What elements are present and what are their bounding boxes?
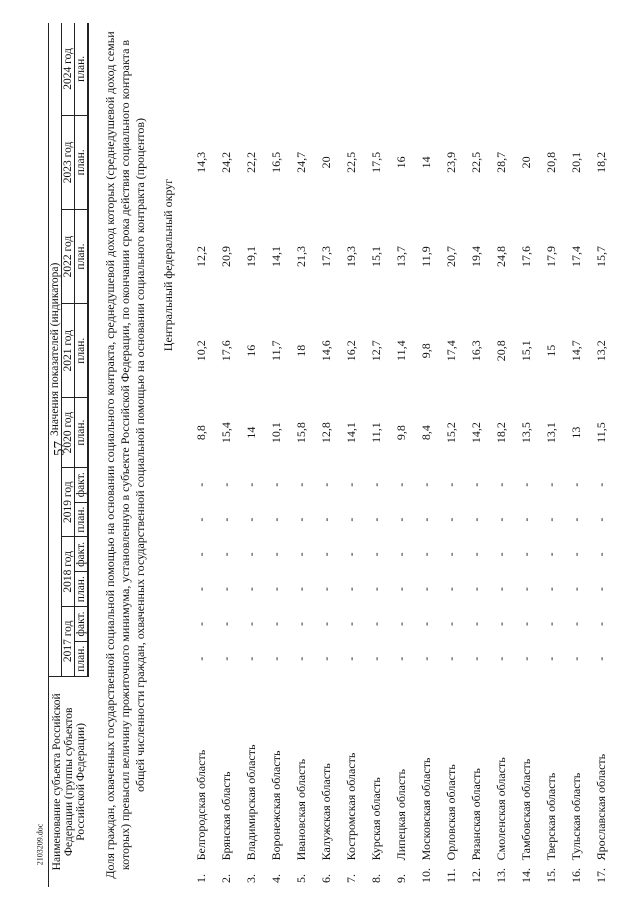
row-number: 3.: [243, 874, 258, 883]
document-code: 2103209.doc: [35, 823, 45, 866]
value-cell: 15,4: [218, 422, 233, 444]
page-number: 57: [51, 441, 68, 456]
value-cell: 22,5: [468, 151, 483, 173]
subheader-2022-plan: план.: [75, 209, 89, 303]
value-cell: 14: [418, 156, 433, 169]
value-cell: 8,8: [193, 425, 208, 441]
table-row: [363, 23, 388, 887]
value-cell: -: [493, 482, 508, 487]
value-cell: 19,4: [468, 246, 483, 268]
value-cell: -: [318, 621, 333, 626]
table-row: [538, 23, 563, 887]
value-cell: -: [518, 621, 533, 626]
value-cell: -: [268, 621, 283, 626]
value-cell: -: [518, 517, 533, 522]
value-cell: 24,8: [493, 246, 508, 268]
value-cell: 15: [543, 344, 558, 357]
value-cell: -: [418, 587, 433, 592]
value-cell: -: [493, 552, 508, 557]
row-number: 10.: [418, 868, 433, 883]
row-number: 14.: [518, 868, 533, 883]
value-cell: 20: [518, 156, 533, 169]
value-cell: -: [443, 482, 458, 487]
value-cell: 20,8: [543, 151, 558, 173]
subheader-2020-plan: план.: [75, 398, 89, 468]
value-cell: -: [493, 517, 508, 522]
region-name: Рязанская область: [468, 768, 483, 861]
value-cell: -: [318, 656, 333, 661]
subheader-2021-plan: план.: [75, 304, 89, 398]
value-cell: 10,1: [268, 422, 283, 444]
row-number: 8.: [368, 874, 383, 883]
region-name: Курская область: [368, 777, 383, 861]
row-number: 4.: [268, 874, 283, 883]
value-cell: 16,3: [468, 340, 483, 362]
value-cell: -: [293, 517, 308, 522]
value-cell: -: [343, 621, 358, 626]
value-cell: -: [593, 587, 608, 592]
table-row: [188, 23, 213, 887]
region-name: Тамбовская область: [518, 758, 533, 861]
value-cell: -: [193, 621, 208, 626]
value-cell: 22,5: [343, 151, 358, 173]
value-cell: -: [293, 482, 308, 487]
region-name: Тверская область: [543, 772, 558, 861]
value-cell: 12,7: [368, 340, 383, 362]
region-name: Калужская область: [318, 763, 333, 861]
table-row: [413, 23, 438, 887]
value-cell: -: [243, 621, 258, 626]
table-body: [88, 23, 613, 887]
indicator-table: [48, 23, 613, 887]
row-number: 12.: [468, 868, 483, 883]
value-cell: -: [393, 517, 408, 522]
value-cell: -: [593, 656, 608, 661]
row-number: 5.: [293, 874, 308, 883]
region-name: Московская область: [418, 757, 433, 861]
value-cell: 16: [243, 344, 258, 357]
subheader-2018-plan: план.: [75, 572, 89, 607]
value-cell: 19,1: [243, 246, 258, 268]
value-cell: 13,2: [593, 340, 608, 362]
value-cell: -: [368, 587, 383, 592]
year-header-2022: 2022 год: [62, 209, 75, 303]
value-cell: -: [518, 656, 533, 661]
value-cell: 14: [243, 426, 258, 439]
value-cell: -: [468, 656, 483, 661]
value-cell: -: [243, 656, 258, 661]
value-cell: 12,8: [318, 422, 333, 444]
value-cell: -: [293, 656, 308, 661]
value-cell: 13,5: [518, 422, 533, 444]
value-cell: -: [218, 656, 233, 661]
table-row: [563, 23, 588, 887]
value-cell: -: [568, 482, 583, 487]
row-number: 13.: [493, 868, 508, 883]
value-cell: 17,9: [543, 246, 558, 268]
value-cell: -: [368, 656, 383, 661]
row-number: 11.: [443, 868, 458, 883]
value-cell: -: [418, 517, 433, 522]
value-cell: -: [268, 552, 283, 557]
value-cell: -: [218, 621, 233, 626]
table-row: [438, 23, 463, 887]
value-cell: 16,2: [343, 340, 358, 362]
value-cell: -: [368, 552, 383, 557]
value-cell: -: [193, 656, 208, 661]
value-cell: 18,2: [493, 422, 508, 444]
value-cell: -: [468, 482, 483, 487]
row-number: 2.: [218, 874, 233, 883]
value-cell: -: [368, 621, 383, 626]
value-cell: -: [218, 587, 233, 592]
row-number: 1.: [193, 874, 208, 883]
value-cell: -: [543, 552, 558, 557]
value-cell: 8,4: [418, 425, 433, 441]
value-cell: -: [543, 587, 558, 592]
value-cell: -: [568, 621, 583, 626]
year-header-2021: 2021 год: [62, 304, 75, 398]
value-cell: -: [368, 517, 383, 522]
row-number: 15.: [543, 868, 558, 883]
region-name: Ярославская область: [593, 753, 608, 861]
subheader-2017-fact: факт.: [75, 607, 89, 642]
region-name: Белгородская область: [193, 749, 208, 861]
row-number: 17.: [593, 868, 608, 883]
value-cell: -: [568, 552, 583, 557]
value-cell: -: [418, 552, 433, 557]
value-cell: 17,6: [518, 246, 533, 268]
value-cell: 17,4: [443, 340, 458, 362]
value-cell: -: [193, 587, 208, 592]
value-cell: 11,9: [418, 246, 433, 267]
section-title: Доля граждан, охваченных государственной социальной помощью на основании социального контракта, среднедушевой доход которых (среднедушевой доход семьи которых) превысил величину прожиточного минимума, установленную в субъекте Российской Федерации, по окончании срока действия социального контракта в общей численности граждан, охваченных государственной социальной помощью на основании социального контракта (процентов): [103, 31, 147, 879]
table-row: [213, 23, 238, 887]
value-cell: 15,1: [368, 246, 383, 268]
value-cell: 18: [293, 344, 308, 357]
value-cell: -: [593, 621, 608, 626]
year-header-2017: 2017 год: [62, 607, 75, 677]
value-cell: -: [243, 482, 258, 487]
value-cell: -: [518, 482, 533, 487]
value-cell: -: [568, 587, 583, 592]
subject-column-header: Наименование субъекта Российской Федерации (группы субъектов Российской Федерации): [49, 676, 89, 887]
row-number: 6.: [318, 874, 333, 883]
value-cell: 13: [568, 426, 583, 439]
federal-district-heading: Центральный федеральный округ: [160, 178, 175, 352]
value-cell: 16: [393, 156, 408, 169]
value-cell: -: [518, 552, 533, 557]
value-cell: 17,6: [218, 340, 233, 362]
value-cell: -: [268, 517, 283, 522]
value-cell: -: [193, 517, 208, 522]
value-cell: 17,5: [368, 151, 383, 173]
value-cell: -: [343, 482, 358, 487]
value-cell: 20,9: [218, 246, 233, 268]
row-number: 16.: [568, 868, 583, 883]
subheader-2018-fact: факт.: [75, 537, 89, 572]
value-cell: -: [343, 517, 358, 522]
value-cell: 13,7: [393, 246, 408, 268]
region-name: Ивановская область: [293, 758, 308, 861]
value-cell: 14,1: [268, 246, 283, 268]
value-cell: -: [493, 656, 508, 661]
value-cell: -: [568, 517, 583, 522]
value-cell: -: [443, 552, 458, 557]
value-cell: -: [243, 517, 258, 522]
subheader-2019-plan: план.: [75, 502, 89, 537]
value-cell: 19,3: [343, 246, 358, 268]
value-cell: -: [443, 656, 458, 661]
rotated-table-region: [48, 23, 608, 887]
value-cell: -: [268, 482, 283, 487]
value-cell: -: [568, 656, 583, 661]
value-cell: -: [393, 482, 408, 487]
value-cell: 13,1: [543, 422, 558, 444]
year-header-2020: 2020 год: [62, 398, 75, 468]
value-cell: -: [293, 587, 308, 592]
value-cell: 14,7: [568, 340, 583, 362]
value-cell: -: [443, 621, 458, 626]
value-cell: 21,3: [293, 246, 308, 268]
table-row: [288, 23, 313, 887]
region-name: Владимирская область: [243, 744, 258, 861]
value-cell: -: [293, 552, 308, 557]
value-cell: -: [543, 482, 558, 487]
value-cell: -: [493, 621, 508, 626]
value-cell: -: [368, 482, 383, 487]
value-cell: -: [393, 587, 408, 592]
value-cell: -: [443, 587, 458, 592]
value-cell: -: [318, 482, 333, 487]
table-row: [338, 23, 363, 887]
year-header-2024: 2024 год: [62, 23, 75, 115]
table-row: [238, 23, 263, 887]
value-cell: 28,7: [493, 151, 508, 173]
region-name: Брянская область: [218, 771, 233, 861]
value-cell: 20,1: [568, 151, 583, 173]
value-cell: 20,8: [493, 340, 508, 362]
value-cell: -: [393, 621, 408, 626]
value-cell: -: [593, 517, 608, 522]
year-header-2019: 2019 год: [62, 467, 75, 537]
value-cell: -: [343, 587, 358, 592]
region-name: Воронежская область: [268, 750, 283, 861]
value-cell: -: [468, 517, 483, 522]
value-cell: 10,2: [193, 340, 208, 362]
year-header-2018: 2018 год: [62, 537, 75, 607]
value-cell: 17,4: [568, 246, 583, 268]
value-cell: 11,1: [368, 422, 383, 443]
value-cell: 20,7: [443, 246, 458, 268]
region-name: Орловская область: [443, 764, 458, 861]
value-cell: -: [393, 656, 408, 661]
value-cell: -: [318, 587, 333, 592]
value-cell: -: [468, 552, 483, 557]
value-cell: 18,2: [593, 151, 608, 173]
value-cell: 9,8: [418, 343, 433, 359]
table-row: [388, 23, 413, 887]
value-cell: -: [268, 587, 283, 592]
value-cell: 15,8: [293, 422, 308, 444]
table-row: [488, 23, 513, 887]
value-cell: -: [593, 552, 608, 557]
indicator-values-header: Значения показателей (индикатора): [49, 23, 62, 676]
value-cell: 15,1: [518, 340, 533, 362]
row-number: 9.: [393, 874, 408, 883]
value-cell: 12,2: [193, 246, 208, 268]
value-cell: 9,8: [393, 425, 408, 441]
value-cell: -: [418, 482, 433, 487]
region-name: Смоленская область: [493, 757, 508, 861]
row-number: 7.: [343, 874, 358, 883]
value-cell: -: [318, 552, 333, 557]
table-row: [513, 23, 538, 887]
year-header-2023: 2023 год: [62, 115, 75, 209]
value-cell: -: [193, 552, 208, 557]
value-cell: -: [318, 517, 333, 522]
subheader-2017-plan: план.: [75, 641, 89, 676]
value-cell: 16,5: [268, 151, 283, 173]
value-cell: -: [543, 621, 558, 626]
value-cell: 17,3: [318, 246, 333, 268]
value-cell: 14,3: [193, 151, 208, 173]
value-cell: 14,1: [343, 422, 358, 444]
subheader-2019-fact: факт.: [75, 467, 89, 502]
value-cell: -: [418, 621, 433, 626]
table-row: [263, 23, 288, 887]
value-cell: -: [218, 552, 233, 557]
table-header: [49, 23, 89, 887]
value-cell: 20: [318, 156, 333, 169]
value-cell: -: [218, 517, 233, 522]
subheader-2023-plan: план.: [75, 115, 89, 209]
value-cell: -: [343, 656, 358, 661]
value-cell: -: [268, 656, 283, 661]
table-row: [588, 23, 613, 887]
value-cell: -: [393, 552, 408, 557]
value-cell: 15,7: [593, 246, 608, 268]
subheader-2024-plan: план.: [75, 23, 89, 115]
region-name: Костромская область: [343, 752, 358, 861]
value-cell: -: [543, 656, 558, 661]
value-cell: -: [493, 587, 508, 592]
value-cell: -: [343, 552, 358, 557]
value-cell: -: [243, 587, 258, 592]
value-cell: -: [518, 587, 533, 592]
value-cell: -: [543, 517, 558, 522]
value-cell: -: [418, 656, 433, 661]
value-cell: 24,7: [293, 151, 308, 173]
value-cell: 11,5: [593, 422, 608, 443]
value-cell: -: [443, 517, 458, 522]
value-cell: -: [193, 482, 208, 487]
value-cell: 24,2: [218, 151, 233, 173]
value-cell: 15,2: [443, 422, 458, 444]
region-name: Липецкая область: [393, 769, 408, 861]
value-cell: -: [243, 552, 258, 557]
value-cell: -: [593, 482, 608, 487]
table-row: [313, 23, 338, 887]
value-cell: 14,6: [318, 340, 333, 362]
value-cell: -: [468, 621, 483, 626]
value-cell: 14,2: [468, 422, 483, 444]
table-row: [463, 23, 488, 887]
value-cell: 22,2: [243, 151, 258, 173]
value-cell: -: [293, 621, 308, 626]
value-cell: 11,7: [268, 340, 283, 361]
value-cell: 23,9: [443, 151, 458, 173]
value-cell: -: [468, 587, 483, 592]
value-cell: -: [218, 482, 233, 487]
region-name: Тульская область: [568, 772, 583, 861]
value-cell: 11,4: [393, 340, 408, 361]
